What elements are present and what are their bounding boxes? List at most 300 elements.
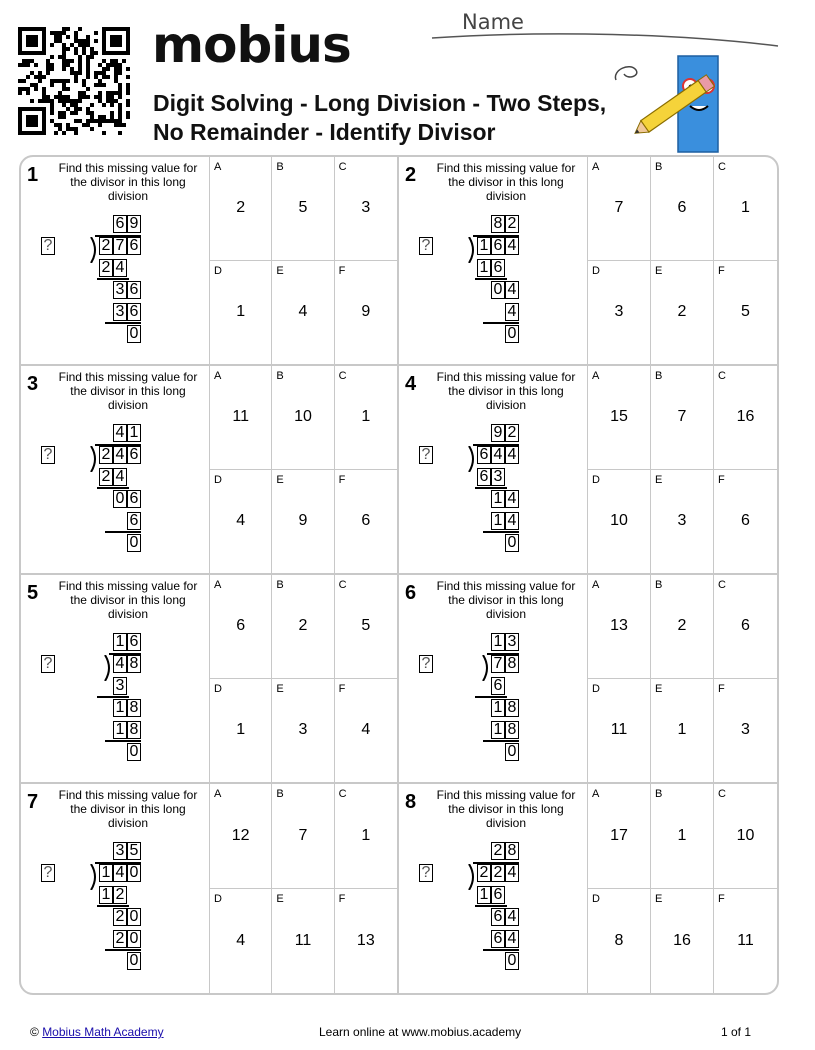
answer-options bbox=[210, 784, 397, 993]
option-letter: E bbox=[655, 682, 663, 695]
answer-option-b[interactable] bbox=[651, 157, 714, 261]
problem-instruction: Find this missing value for the divisor in this long division bbox=[58, 161, 198, 203]
option-value: 7 bbox=[298, 826, 308, 844]
missing-divisor-box[interactable]: ? bbox=[41, 237, 55, 255]
problem-3 bbox=[21, 366, 399, 575]
option-value: 5 bbox=[298, 199, 308, 217]
answer-option-d[interactable] bbox=[210, 679, 272, 783]
digit-box: 6 bbox=[491, 237, 505, 255]
answer-option-a[interactable] bbox=[210, 575, 272, 679]
digit-box: 4 bbox=[505, 930, 519, 948]
long-division bbox=[41, 842, 201, 972]
digit-box: 6 bbox=[477, 468, 491, 486]
digit-box: 1 bbox=[99, 864, 113, 882]
mascot-pencil-icon bbox=[610, 40, 760, 158]
option-letter: C bbox=[338, 788, 347, 800]
option-letter: E bbox=[655, 892, 663, 905]
work-area bbox=[399, 784, 588, 993]
problem-number: 8 bbox=[405, 791, 417, 813]
answer-options bbox=[588, 366, 777, 573]
digit-box: 6 bbox=[127, 512, 141, 530]
option-value: 2 bbox=[677, 303, 687, 321]
option-letter: A bbox=[592, 579, 600, 591]
long-division bbox=[419, 215, 579, 345]
digit-box: 0 bbox=[505, 325, 519, 343]
mobius-logo: mobius bbox=[152, 16, 351, 74]
answer-option-a[interactable] bbox=[210, 784, 272, 889]
subtraction-line bbox=[105, 322, 141, 324]
answer-option-d[interactable] bbox=[588, 889, 651, 994]
option-letter: A bbox=[592, 788, 600, 800]
problem-instruction: Find this missing value for the divisor in this long division bbox=[436, 370, 576, 412]
option-letter: E bbox=[655, 473, 663, 486]
digit-box: 8 bbox=[127, 699, 141, 717]
option-letter: D bbox=[214, 264, 222, 277]
digit-box: 4 bbox=[491, 446, 505, 464]
digit-box: 2 bbox=[113, 930, 127, 948]
problem-number: 2 bbox=[405, 164, 417, 186]
option-value: 9 bbox=[361, 303, 371, 321]
answer-option-b[interactable] bbox=[272, 157, 334, 261]
option-value: 6 bbox=[741, 512, 750, 530]
work-area bbox=[399, 366, 588, 573]
digit-box: 2 bbox=[99, 237, 113, 255]
option-value: 2 bbox=[298, 617, 308, 635]
option-value: 6 bbox=[361, 512, 371, 530]
problem-instruction: Find this missing value for the divisor in this long division bbox=[436, 161, 576, 203]
option-letter: A bbox=[214, 579, 222, 591]
option-value: 1 bbox=[236, 721, 246, 739]
division-bracket bbox=[89, 864, 99, 890]
answer-option-d[interactable] bbox=[210, 470, 272, 574]
digit-box: 4 bbox=[113, 259, 127, 277]
problem-number: 4 bbox=[405, 373, 417, 395]
digit-box: 0 bbox=[127, 534, 141, 552]
answer-option-a[interactable] bbox=[588, 784, 651, 889]
answer-option-a[interactable] bbox=[210, 366, 272, 470]
digit-box: 2 bbox=[113, 886, 127, 904]
option-value: 4 bbox=[298, 303, 308, 321]
subtraction-line bbox=[475, 487, 507, 489]
option-value: 13 bbox=[356, 931, 375, 949]
answer-option-d[interactable] bbox=[210, 889, 272, 994]
option-value: 3 bbox=[741, 721, 750, 739]
subtraction-line bbox=[475, 696, 507, 698]
option-value: 10 bbox=[294, 408, 312, 426]
option-letter: F bbox=[718, 473, 725, 486]
answer-option-b[interactable] bbox=[651, 784, 714, 889]
digit-box: 6 bbox=[113, 215, 127, 233]
digit-box: 1 bbox=[99, 886, 113, 904]
work-area bbox=[21, 366, 210, 573]
problem-2 bbox=[399, 157, 777, 366]
division-bracket bbox=[89, 237, 99, 263]
option-value: 9 bbox=[298, 512, 308, 530]
option-letter: C bbox=[338, 370, 347, 382]
digit-box: 7 bbox=[491, 655, 505, 673]
option-letter: A bbox=[592, 161, 600, 173]
problem-number: 1 bbox=[27, 164, 39, 186]
option-value: 3 bbox=[614, 303, 624, 321]
digit-box: 0 bbox=[127, 325, 141, 343]
problems-grid bbox=[19, 155, 779, 995]
footer-learn-online: Learn online at www.mobius.academy bbox=[319, 1025, 522, 1039]
subtraction-line bbox=[97, 905, 129, 907]
title-line-1: Digit Solving - Long Division - Two Steps, bbox=[153, 90, 607, 116]
subtraction-line bbox=[483, 740, 519, 742]
answer-option-e[interactable] bbox=[651, 889, 714, 994]
option-value: 1 bbox=[361, 408, 371, 426]
page-indicator: 1 of 1 bbox=[721, 1025, 752, 1039]
option-value: 3 bbox=[677, 512, 687, 530]
digit-box: 4 bbox=[505, 237, 519, 255]
digit-box: 3 bbox=[113, 842, 127, 860]
option-value: 1 bbox=[741, 199, 750, 217]
answer-option-d[interactable] bbox=[588, 679, 651, 783]
digit-box: 6 bbox=[491, 886, 505, 904]
option-letter: C bbox=[718, 788, 726, 800]
option-value: 10 bbox=[736, 826, 755, 844]
answer-option-c[interactable] bbox=[714, 575, 777, 679]
problem-instruction: Find this missing value for the divisor in this long division bbox=[58, 370, 198, 412]
digit-box: 3 bbox=[113, 281, 127, 299]
digit-box: 6 bbox=[127, 633, 141, 651]
work-area bbox=[21, 157, 210, 364]
problem-7 bbox=[21, 784, 399, 993]
option-value: 4 bbox=[236, 931, 246, 949]
option-value: 11 bbox=[232, 408, 249, 426]
digit-box: 4 bbox=[113, 424, 127, 442]
problem-1 bbox=[21, 157, 399, 366]
option-letter: E bbox=[276, 264, 284, 277]
option-value: 2 bbox=[677, 617, 687, 635]
subtraction-line bbox=[105, 949, 141, 951]
answer-option-c[interactable] bbox=[714, 157, 777, 261]
digit-box: 6 bbox=[127, 237, 141, 255]
answer-option-c[interactable] bbox=[335, 784, 397, 889]
missing-divisor-box[interactable]: ? bbox=[41, 446, 55, 464]
answer-option-f[interactable] bbox=[335, 470, 397, 574]
long-division bbox=[419, 842, 579, 972]
digit-box: 4 bbox=[505, 490, 519, 508]
digit-box: 4 bbox=[505, 512, 519, 530]
answer-option-c[interactable] bbox=[335, 575, 397, 679]
digit-box: 1 bbox=[113, 633, 127, 651]
digit-box: 8 bbox=[505, 721, 519, 739]
problem-6 bbox=[399, 575, 777, 784]
answer-option-d[interactable] bbox=[210, 261, 272, 365]
answer-option-f[interactable] bbox=[335, 889, 397, 994]
problem-number: 5 bbox=[27, 582, 39, 604]
digit-box: 6 bbox=[491, 677, 505, 695]
answer-option-b[interactable] bbox=[272, 784, 334, 889]
option-letter: A bbox=[214, 370, 222, 382]
answer-option-e[interactable] bbox=[272, 261, 334, 365]
option-letter: E bbox=[655, 264, 663, 277]
problem-number: 7 bbox=[27, 791, 39, 813]
digit-box: 0 bbox=[127, 743, 141, 761]
option-letter: B bbox=[276, 161, 284, 173]
work-area bbox=[21, 784, 210, 993]
digit-box: 0 bbox=[505, 743, 519, 761]
option-value: 1 bbox=[236, 303, 246, 321]
option-value: 17 bbox=[610, 826, 628, 844]
digit-box: 9 bbox=[127, 215, 141, 233]
option-letter: E bbox=[276, 892, 284, 905]
option-letter: F bbox=[718, 892, 725, 905]
digit-box: 1 bbox=[491, 512, 505, 530]
answer-option-d[interactable] bbox=[588, 261, 651, 365]
option-value: 11 bbox=[610, 721, 628, 739]
answer-option-b[interactable] bbox=[272, 575, 334, 679]
option-value: 16 bbox=[673, 931, 691, 949]
digit-box: 4 bbox=[113, 864, 127, 882]
option-value: 11 bbox=[737, 931, 754, 949]
work-area bbox=[21, 575, 210, 782]
answer-option-e[interactable] bbox=[651, 261, 714, 365]
option-letter: A bbox=[592, 370, 600, 382]
digit-box: 2 bbox=[505, 215, 519, 233]
subtraction-line bbox=[97, 696, 129, 698]
problem-instruction: Find this missing value for the divisor in this long division bbox=[58, 788, 198, 830]
option-value: 6 bbox=[677, 199, 687, 217]
answer-option-f[interactable] bbox=[714, 261, 777, 365]
answer-option-c[interactable] bbox=[714, 784, 777, 889]
option-letter: C bbox=[338, 161, 347, 173]
option-letter: B bbox=[655, 579, 663, 591]
answer-option-c[interactable] bbox=[335, 157, 397, 261]
digit-box: 2 bbox=[99, 468, 113, 486]
digit-box: 1 bbox=[491, 490, 505, 508]
digit-box: 8 bbox=[505, 699, 519, 717]
digit-box: 8 bbox=[505, 842, 519, 860]
answer-option-f[interactable] bbox=[714, 679, 777, 783]
missing-divisor-box[interactable]: ? bbox=[419, 864, 433, 882]
option-value: 8 bbox=[614, 931, 624, 949]
copyright-symbol: © bbox=[30, 1025, 39, 1039]
digit-box: 0 bbox=[505, 534, 519, 552]
answer-option-c[interactable] bbox=[714, 366, 777, 470]
digit-box: 0 bbox=[127, 908, 141, 926]
digit-box: 0 bbox=[505, 952, 519, 970]
option-letter: F bbox=[338, 264, 346, 277]
option-letter: F bbox=[338, 682, 346, 695]
digit-box: 0 bbox=[491, 281, 505, 299]
answer-option-c[interactable] bbox=[335, 366, 397, 470]
answer-option-b[interactable] bbox=[651, 575, 714, 679]
digit-box: 1 bbox=[491, 721, 505, 739]
missing-divisor-box[interactable]: ? bbox=[41, 655, 55, 673]
long-division bbox=[419, 633, 579, 763]
digit-box: 6 bbox=[127, 490, 141, 508]
problem-instruction: Find this missing value for the divisor in this long division bbox=[58, 579, 198, 621]
option-letter: F bbox=[338, 473, 346, 486]
option-value: 3 bbox=[298, 721, 308, 739]
digit-box: 8 bbox=[127, 655, 141, 673]
answer-options bbox=[210, 157, 397, 364]
digit-box: 3 bbox=[505, 633, 519, 651]
option-letter: F bbox=[718, 264, 725, 277]
digit-box: 0 bbox=[127, 930, 141, 948]
digit-box: 6 bbox=[477, 446, 491, 464]
answer-option-e[interactable] bbox=[272, 679, 334, 783]
digit-box: 4 bbox=[113, 655, 127, 673]
answer-option-f[interactable] bbox=[714, 889, 777, 994]
digit-box: 4 bbox=[113, 446, 127, 464]
answer-options bbox=[588, 157, 777, 364]
option-letter: C bbox=[718, 370, 726, 382]
answer-option-a[interactable] bbox=[588, 575, 651, 679]
option-value: 7 bbox=[677, 408, 687, 426]
problem-number: 6 bbox=[405, 582, 417, 604]
answer-option-d[interactable] bbox=[588, 470, 651, 574]
answer-option-e[interactable] bbox=[651, 470, 714, 574]
answer-option-a[interactable] bbox=[210, 157, 272, 261]
option-value: 4 bbox=[236, 512, 246, 530]
answer-options bbox=[210, 575, 397, 782]
option-letter: A bbox=[214, 161, 222, 173]
subtraction-line bbox=[105, 531, 141, 533]
digit-box: 8 bbox=[505, 655, 519, 673]
division-bracket bbox=[103, 655, 113, 681]
answer-option-f[interactable] bbox=[335, 679, 397, 783]
title-line-2: No Remainder - Identify Divisor bbox=[153, 119, 496, 145]
digit-box: 8 bbox=[127, 721, 141, 739]
division-bracket bbox=[467, 446, 477, 472]
option-letter: F bbox=[718, 682, 725, 695]
division-bracket bbox=[481, 655, 491, 681]
option-letter: B bbox=[276, 579, 284, 591]
option-value: 11 bbox=[294, 931, 312, 949]
work-area bbox=[399, 157, 588, 364]
problem-5 bbox=[21, 575, 399, 784]
digit-box: 4 bbox=[113, 468, 127, 486]
long-division bbox=[41, 424, 201, 554]
digit-box: 1 bbox=[113, 721, 127, 739]
work-area bbox=[399, 575, 588, 782]
digit-box: 2 bbox=[491, 842, 505, 860]
problem-instruction: Find this missing value for the divisor in this long division bbox=[436, 579, 576, 621]
option-value: 5 bbox=[361, 617, 371, 635]
subtraction-line bbox=[483, 949, 519, 951]
missing-divisor-box[interactable]: ? bbox=[419, 237, 433, 255]
digit-box: 6 bbox=[127, 281, 141, 299]
footer-copyright bbox=[30, 1025, 164, 1039]
digit-box: 1 bbox=[491, 633, 505, 651]
option-letter: B bbox=[655, 370, 663, 382]
option-value: 16 bbox=[736, 408, 755, 426]
option-letter: E bbox=[276, 682, 284, 695]
problem-number: 3 bbox=[27, 373, 39, 395]
problem-instruction: Find this missing value for the divisor in this long division bbox=[436, 788, 576, 830]
worksheet-title bbox=[153, 89, 673, 147]
option-letter: E bbox=[276, 473, 284, 486]
answer-option-a[interactable] bbox=[588, 366, 651, 470]
answer-option-a[interactable] bbox=[588, 157, 651, 261]
qr-code-icon bbox=[18, 27, 130, 137]
digit-box: 6 bbox=[127, 303, 141, 321]
long-division bbox=[41, 215, 201, 345]
digit-box: 3 bbox=[491, 468, 505, 486]
option-letter: F bbox=[338, 892, 346, 905]
problem-4 bbox=[399, 366, 777, 575]
option-value: 7 bbox=[614, 199, 624, 217]
missing-divisor-box[interactable]: ? bbox=[419, 655, 433, 673]
digit-box: 7 bbox=[113, 237, 127, 255]
option-value: 4 bbox=[361, 721, 371, 739]
option-letter: B bbox=[655, 788, 663, 800]
digit-box: 0 bbox=[127, 952, 141, 970]
digit-box: 0 bbox=[113, 490, 127, 508]
digit-box: 3 bbox=[113, 677, 127, 695]
digit-box: 4 bbox=[505, 908, 519, 926]
option-letter: D bbox=[592, 264, 600, 277]
digit-box: 1 bbox=[113, 699, 127, 717]
missing-divisor-box[interactable]: ? bbox=[41, 864, 55, 882]
option-value: 1 bbox=[361, 826, 371, 844]
option-value: 3 bbox=[361, 199, 371, 217]
option-value: 2 bbox=[236, 199, 246, 217]
answer-option-f[interactable] bbox=[335, 261, 397, 365]
option-value: 12 bbox=[231, 826, 250, 844]
option-letter: A bbox=[214, 788, 222, 800]
option-value: 13 bbox=[610, 617, 628, 635]
digit-box: 2 bbox=[491, 864, 505, 882]
answer-option-e[interactable] bbox=[272, 889, 334, 994]
digit-box: 4 bbox=[505, 303, 519, 321]
digit-box: 5 bbox=[127, 842, 141, 860]
option-letter: D bbox=[214, 682, 222, 695]
answer-option-f[interactable] bbox=[714, 470, 777, 574]
digit-box: 3 bbox=[113, 303, 127, 321]
division-bracket bbox=[467, 864, 477, 890]
long-division bbox=[419, 424, 579, 554]
subtraction-line bbox=[105, 740, 141, 742]
digit-box: 0 bbox=[127, 864, 141, 882]
missing-divisor-box[interactable]: ? bbox=[419, 446, 433, 464]
option-value: 1 bbox=[677, 721, 687, 739]
digit-box: 6 bbox=[491, 908, 505, 926]
answer-options bbox=[588, 575, 777, 782]
option-letter: D bbox=[592, 473, 600, 486]
digit-box: 6 bbox=[127, 446, 141, 464]
digit-box: 2 bbox=[99, 446, 113, 464]
option-value: 6 bbox=[236, 617, 246, 635]
long-division bbox=[41, 633, 201, 763]
digit-box: 4 bbox=[505, 281, 519, 299]
division-bracket bbox=[467, 237, 477, 263]
subtraction-line bbox=[97, 487, 129, 489]
answer-option-e[interactable] bbox=[272, 470, 334, 574]
subtraction-line bbox=[97, 278, 129, 280]
digit-box: 4 bbox=[505, 864, 519, 882]
answer-option-b[interactable] bbox=[272, 366, 334, 470]
answer-option-b[interactable] bbox=[651, 366, 714, 470]
answer-option-e[interactable] bbox=[651, 679, 714, 783]
digit-box: 9 bbox=[491, 424, 505, 442]
digit-box: 1 bbox=[491, 699, 505, 717]
option-value: 15 bbox=[610, 408, 628, 426]
digit-box: 4 bbox=[505, 446, 519, 464]
answer-options bbox=[588, 784, 777, 993]
name-label: Name bbox=[462, 10, 524, 34]
mobius-academy-link[interactable]: Mobius Math Academy bbox=[42, 1025, 164, 1039]
option-value: 1 bbox=[677, 826, 687, 844]
digit-box: 8 bbox=[491, 215, 505, 233]
digit-box: 2 bbox=[505, 424, 519, 442]
option-letter: D bbox=[592, 682, 600, 695]
option-letter: B bbox=[655, 161, 663, 173]
